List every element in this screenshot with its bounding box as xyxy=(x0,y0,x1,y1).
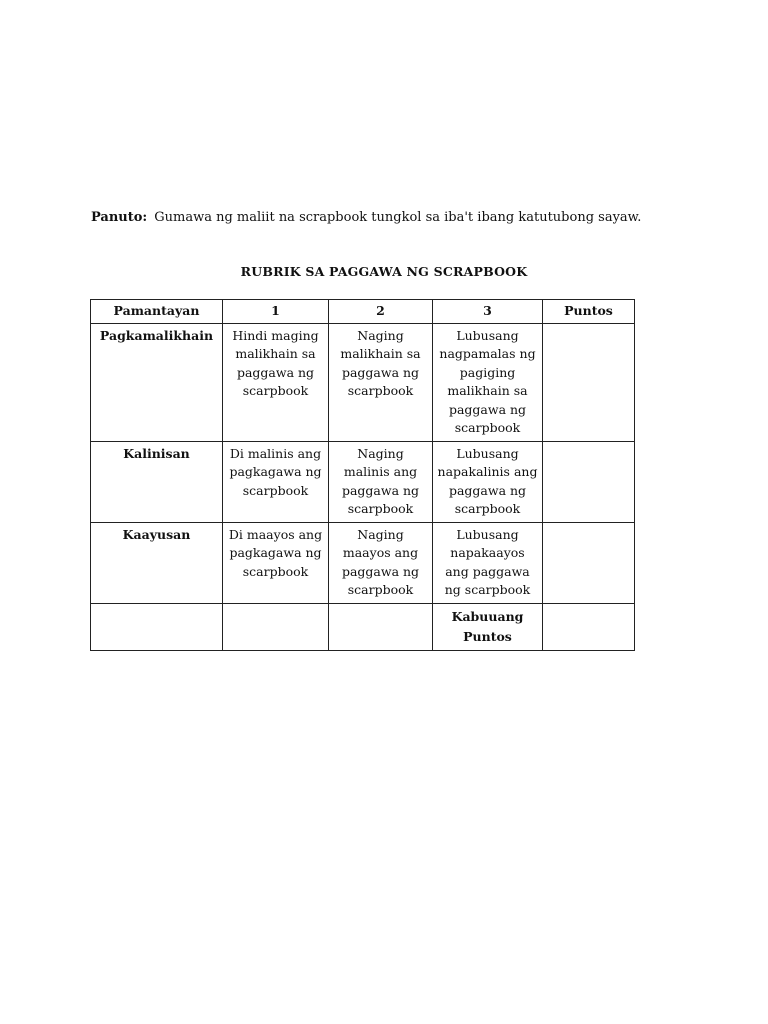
puntos-cell xyxy=(543,441,635,522)
level-1-cell: Di maayos ang pagkagawa ng scarpbook xyxy=(223,522,329,603)
criterion-cell: Kaayusan xyxy=(91,522,223,603)
level-3-cell: Lubusang napakaayos ang paggawa ng scarpbook xyxy=(433,522,543,603)
header-level-2: 2 xyxy=(329,300,433,324)
table-row xyxy=(91,441,635,522)
empty-cell xyxy=(223,603,329,650)
instruction xyxy=(91,209,731,227)
table-row xyxy=(91,323,635,441)
criterion-cell: Kalinisan xyxy=(91,441,223,522)
total-value-cell xyxy=(543,603,635,650)
header-puntos: Puntos xyxy=(543,300,635,324)
level-3-cell: Lubusang napakalinis ang paggawa ng scarpbook xyxy=(433,441,543,522)
rubric-table xyxy=(90,299,635,651)
level-2-cell: Naging maayos ang paggawa ng scarpbook xyxy=(329,522,433,603)
header-pamantayan: Pamantayan xyxy=(91,300,223,324)
total-label: Kabuuang Puntos xyxy=(433,603,543,650)
level-3-cell: Lubusang nagpamalas ng pagiging malikhain sa paggawa ng scarpbook xyxy=(433,323,543,441)
puntos-cell xyxy=(543,323,635,441)
header-level-1: 1 xyxy=(223,300,329,324)
level-1-cell: Hindi maging malikhain sa paggawa ng scarpbook xyxy=(223,323,329,441)
empty-cell xyxy=(91,603,223,650)
header-level-3: 3 xyxy=(433,300,543,324)
total-row xyxy=(91,603,635,650)
level-1-cell: Di malinis ang pagkagawa ng scarpbook xyxy=(223,441,329,522)
level-2-cell: Naging malikhain sa paggawa ng scarpbook xyxy=(329,323,433,441)
instruction-label: Panuto: xyxy=(91,210,148,225)
puntos-cell xyxy=(543,522,635,603)
criterion-cell: Pagkamalikhain xyxy=(91,323,223,441)
table-row xyxy=(91,522,635,603)
rubric-title: RUBRIK SA PAGGAWA NG SCRAPBOOK xyxy=(240,264,528,279)
instruction-text: Gumawa ng maliit na scrapbook tungkol sa iba't ibang katutubong sayaw. xyxy=(154,210,642,225)
level-2-cell: Naging malinis ang paggawa ng scarpbook xyxy=(329,441,433,522)
empty-cell xyxy=(329,603,433,650)
header-row xyxy=(91,300,635,324)
